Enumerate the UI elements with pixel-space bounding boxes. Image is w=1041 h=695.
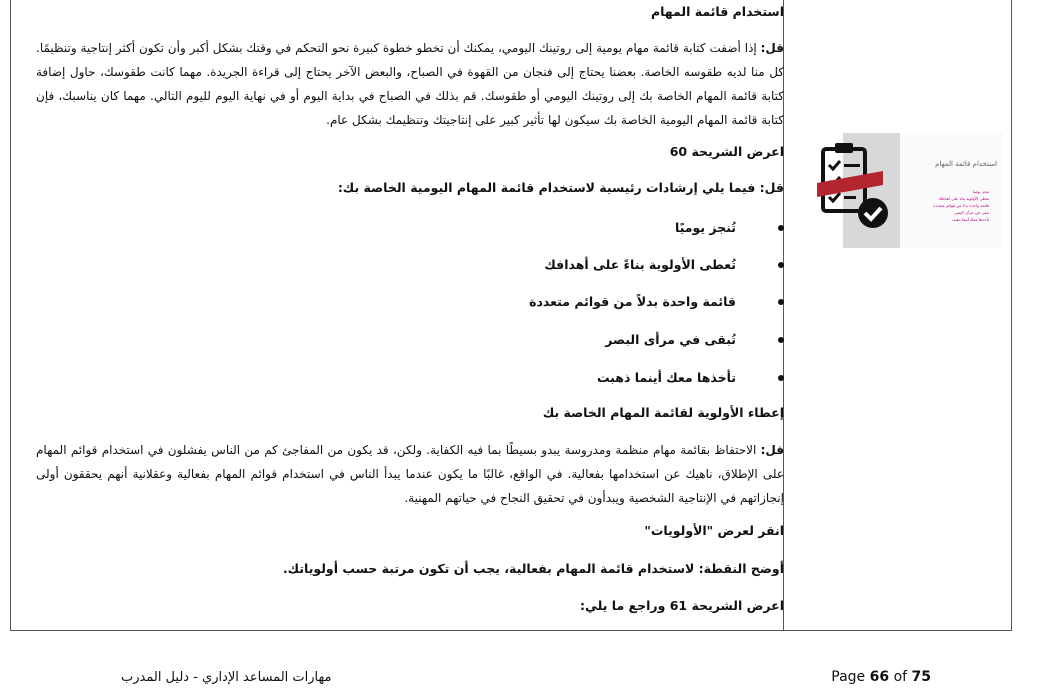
trainer-notes-column: استخدام قائمة المهام قل: إذا أضفت كتابة قائمة مهام يومية إلى روتينك اليومي، يمكنك أن تخطو خطوة كبيرة نحو التحكم في وقتك بشكل أكبر وأن تكون أكثر إنتاجية وتنظيمًا. كل منا لديه طقوسه الخاصة. بعضنا يحتاج إلى فنجان من القهوة في الصباح، والبعض الآخر يحتاج إلى قراءة الجريدة. مهما كانت طقوسك، حاول إضافة كتابة قائمة المهام الخاصة بك إلى روتينك اليومي أو طقوسك. قم بذلك في الصباح في بداية اليوم أو في نهاية اليوم لليوم التالي. مهما كان يناسبك، فإن كتابة قائمة المهام اليومية الخاصة بك سيكون لها تأثير كبير على إنتاجيتك وتنظيمك بشكل عام. اعرض الشريحة 60 قل: فيما يلي إرشادات رئيسية لاستخدام قائمة المهام اليومية الخاصة بك: تُنجز يوميًا تُعطى الأولوية بناءً على أهدافك قائمة واحدة بدلاً من قوائم متعددة تُبقى في مرأى البصر تأخذها معك أينما ذهبت إعطاء الأولوية لقائمة المهام الخاصة بك قل: الاحتفاظ بقائمة مهام منظمة ومدروسة يبدو بسيطًا بما فيه الكفاية. ولكن، قد يكون من المفاجئ كم من الناس يفشلون في استخدام قوائم المهام على الإطلاق، ناهيك عن استخدامها بفعالية. في الواقع، غالبًا ما يكون عندما يبدأ الناس في استخدام قوائم المهام بفعالية وعقلانية أنهم يحققون أولى إنجازاتهم في الإنتاجية الشخصية ويبدأون في تحقيق النجاح في حياتهم المهنية. انقر لعرض "الأولويات" أوضح النقطة: لاستخدام قائمة المهام بفعالية، يجب أن تكون مرتبة حسب أولوياتك. اعرض الشريحة 61 وراجع ما يلي: <box>12 0 784 631</box>
slide-item: قائمة واحدة بدلا من قوائم متعددة <box>933 203 989 208</box>
paragraph-1 <box>36 36 784 132</box>
slide-item: تبقى في مرأى البصر <box>954 210 989 215</box>
paragraph-1-text: إذا أضفت كتابة قائمة مهام يومية إلى روتينك اليومي، يمكنك أن تخطو خطوة كبيرة نحو التحكم في وقتك بشكل أكبر وأن تكون أكثر إنتاجية وتنظيمًا. كل منا لديه طقوسه الخاصة. بعضنا يحتاج إلى فنجان من القهوة في الصباح، والبعض الآخر يحتاج إلى قراءة الجريدة. مهما كانت طقوسك، حاول إضافة كتابة قائمة المهام الخاصة بك إلى روتينك اليومي أو طقوسك. قم بذلك في الصباح في بداية اليوم أو في نهاية اليوم لليوم التالي. مهما كان يناسبك، فإن كتابة قائمة المهام اليومية الخاصة بك سيكون لها تأثير كبير على إنتاجيتك وتنظيمك بشكل عام. <box>36 41 784 127</box>
slide-item: تعطى الأولوية بناء على أهدافك <box>938 196 989 201</box>
slide-item: تأخذها معك أينما ذهبت <box>951 217 989 222</box>
priority-heading: إعطاء الأولوية لقائمة المهام الخاصة بك <box>542 405 784 420</box>
bullet-icon <box>778 299 784 305</box>
clarify-point: أوضح النقطة: لاستخدام قائمة المهام بفعالية، يجب أن تكون مرتبة حسب أولوياتك. <box>282 561 784 576</box>
footer-title: مهارات المساعد الإداري - دليل المدرب <box>121 670 332 685</box>
slide-title: استخدام قائمة المهام <box>935 160 997 168</box>
checklist-icon <box>813 141 893 241</box>
bullet-icon <box>778 262 784 268</box>
paragraph-2-text: الاحتفاظ بقائمة مهام منظمة ومدروسة يبدو بسيطًا بما فيه الكفاية. ولكن، قد يكون من المفاجئ كم من الناس يفشلون في استخدام قوائم المهام على الإطلاق، ناهيك عن استخدامها بفعالية. في الواقع، غالبًا ما يكون عندما يبدأ الناس في استخدام قوائم المهام بفعالية وعقلانية أنهم يحققون أولى إنجازاتهم في الإنتاجية الشخصية ويبدأون في تحقيق النجاح في حياتهم المهنية. <box>36 443 784 505</box>
slide-column <box>795 0 1011 631</box>
bullet-icon <box>778 375 784 381</box>
page-number: Page 66 of 75 <box>831 669 931 685</box>
slide-thumbnail <box>843 133 1003 248</box>
say-label: قل: <box>760 443 784 457</box>
bullet-icon <box>778 225 784 231</box>
show-slide-60: اعرض الشريحة 60 <box>669 144 784 159</box>
guidelines-intro: قل: فيما يلي إرشادات رئيسية لاستخدام قائمة المهام اليومية الخاصة بك: <box>337 180 784 195</box>
bullet-icon <box>778 337 784 343</box>
click-priorities: انقر لعرض "الأولويات" <box>644 523 784 538</box>
section-title: استخدام قائمة المهام <box>650 4 784 19</box>
show-slide-61: اعرض الشريحة 61 وراجع ما يلي: <box>579 598 784 613</box>
slide-item: تنجز يوميا <box>972 189 989 194</box>
say-label: قل: <box>760 41 784 55</box>
paragraph-2 <box>36 438 784 510</box>
